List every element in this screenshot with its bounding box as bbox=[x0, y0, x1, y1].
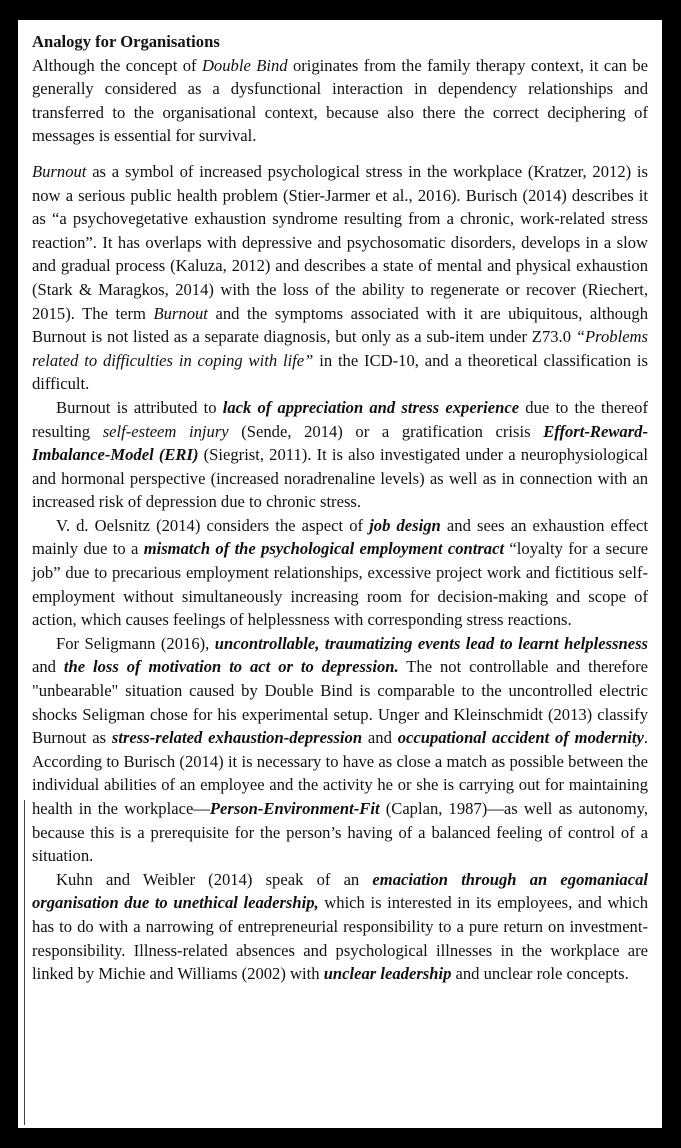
paragraph-double-bind bbox=[32, 54, 648, 148]
text: originates from the family therapy context, it can be generally considered as a dysfunctional interaction in dependency relationships and transferred to the organisational context, because also there the correct deciphering of messages is essential for survival. bbox=[32, 55, 648, 146]
text: (Siegrist, 2011). It is also investigated under a neurophysiological and hormonal perspective (increased noradrenaline levels) as well as in connection with an increased risk of depression due to chronic stress. bbox=[32, 445, 648, 512]
text: due to the thereof resulting bbox=[32, 397, 648, 441]
term-burnout: Burnout bbox=[153, 303, 208, 323]
term-double-bind: Double Bind bbox=[201, 55, 288, 75]
text: and the symptoms associated with it are ubiquitous, although Burnout is not listed as a separate diagnosis, but only as a sub-item under Z73.0 bbox=[32, 303, 648, 347]
text: and bbox=[362, 728, 398, 748]
text: in the ICD-10, and a theoretical classification is difficult. bbox=[32, 350, 648, 394]
emphasis: lack of appreciation and stress experience bbox=[222, 397, 520, 417]
text: (Caplan, 1987)—as well as autonomy, because this is a prerequisite for the person’s having of a balanced feeling of control of a situation. bbox=[32, 799, 648, 866]
term-self-esteem-injury: self-esteem injury bbox=[102, 421, 229, 441]
text: The not controllable and therefore "unbearable" situation caused by Double Bind is comparable to the uncontrolled electric shocks Seligman chose for his experimental setup. Unger and Kleinschmidt (2013) classify Burnout as bbox=[32, 657, 648, 748]
term-burnout: Burnout bbox=[32, 161, 87, 181]
paragraph-helplessness bbox=[32, 632, 648, 868]
document-page bbox=[18, 20, 662, 1128]
emphasis: job design bbox=[369, 515, 441, 535]
text: Kuhn and Weibler (2014) speak of an bbox=[56, 869, 373, 889]
emphasis: uncontrollable, traumatizing events lead to learnt helplessness bbox=[214, 633, 648, 653]
text: and sees an exhaustion effect mainly due to a bbox=[32, 515, 649, 559]
paragraph-burnout bbox=[32, 160, 648, 396]
margin-rule bbox=[24, 800, 25, 1125]
section-heading: Analogy for Organisations bbox=[32, 32, 220, 51]
text: which is interested in its employees, and which has to do with a narrowing of entrepreneurial responsibility to a pure return on investment-responsibility. Illness-related absences and psychological illnesses in the workplace are linked by Michie and Williams (2002) with bbox=[32, 893, 648, 984]
emphasis: emaciation through an egomaniacal organisation due to unethical leadership, bbox=[32, 869, 648, 913]
icd-quote: “Problems related to difficulties in coping with life” bbox=[32, 327, 648, 370]
text: Although the concept of bbox=[32, 55, 202, 75]
paragraph-attribution bbox=[32, 396, 648, 514]
text: and unclear role concepts. bbox=[451, 964, 629, 984]
paragraph-leadership bbox=[32, 868, 648, 986]
text: V. d. Oelsnitz (2014) considers the aspect of bbox=[56, 515, 370, 535]
text: For Seligmann (2016), bbox=[56, 633, 215, 653]
emphasis: Person-Environment-Fit bbox=[209, 799, 380, 818]
text: . According to Burisch (2014) it is necessary to have as close a match as possible between the individual abilities of an employee and the activity he or she is carrying out for maintaining health in the workplace— bbox=[32, 728, 648, 818]
text: as a symbol of increased psychological stress in the workplace (Kratzer, 2012) is now a serious public health problem (Stier-Jarmer et al., 2016). Burisch (2014) describes it as “a psychovegetative exhaustion syndrome resulting from a chronic, work-related stress reaction”. It has overlaps with depressive and psychosomatic disorders, develops in a slow and gradual process (Kaluza, 2012) and describes a state of mental and physical exhaustion (Stark & Maragkos, 2014) with the loss of the ability to regenerate or recover (Riechert, 2015). The term bbox=[32, 161, 648, 323]
emphasis: unclear leadership bbox=[323, 964, 452, 984]
text: and bbox=[32, 657, 64, 677]
paragraph-job-design bbox=[32, 514, 648, 632]
text: “loyalty for a secure job” due to precarious employment relationships, excessive project work and fictitious self-employment without simultaneously increasing room for decision-making and scope of action, which causes feelings of helplessness with corresponding stress reactions. bbox=[32, 539, 648, 630]
emphasis: mismatch of the psychological employment contract bbox=[143, 539, 505, 559]
emphasis: occupational accident of modernity bbox=[397, 728, 644, 748]
emphasis: stress-related exhaustion-depression bbox=[111, 728, 363, 748]
emphasis: Effort-Reward-Imbalance-Model (ERI) bbox=[32, 421, 648, 465]
text: Burnout is attributed to bbox=[56, 397, 223, 417]
emphasis: the loss of motivation to act or to depression. bbox=[63, 657, 399, 677]
text: (Sende, 2014) or a gratification crisis bbox=[228, 421, 544, 441]
